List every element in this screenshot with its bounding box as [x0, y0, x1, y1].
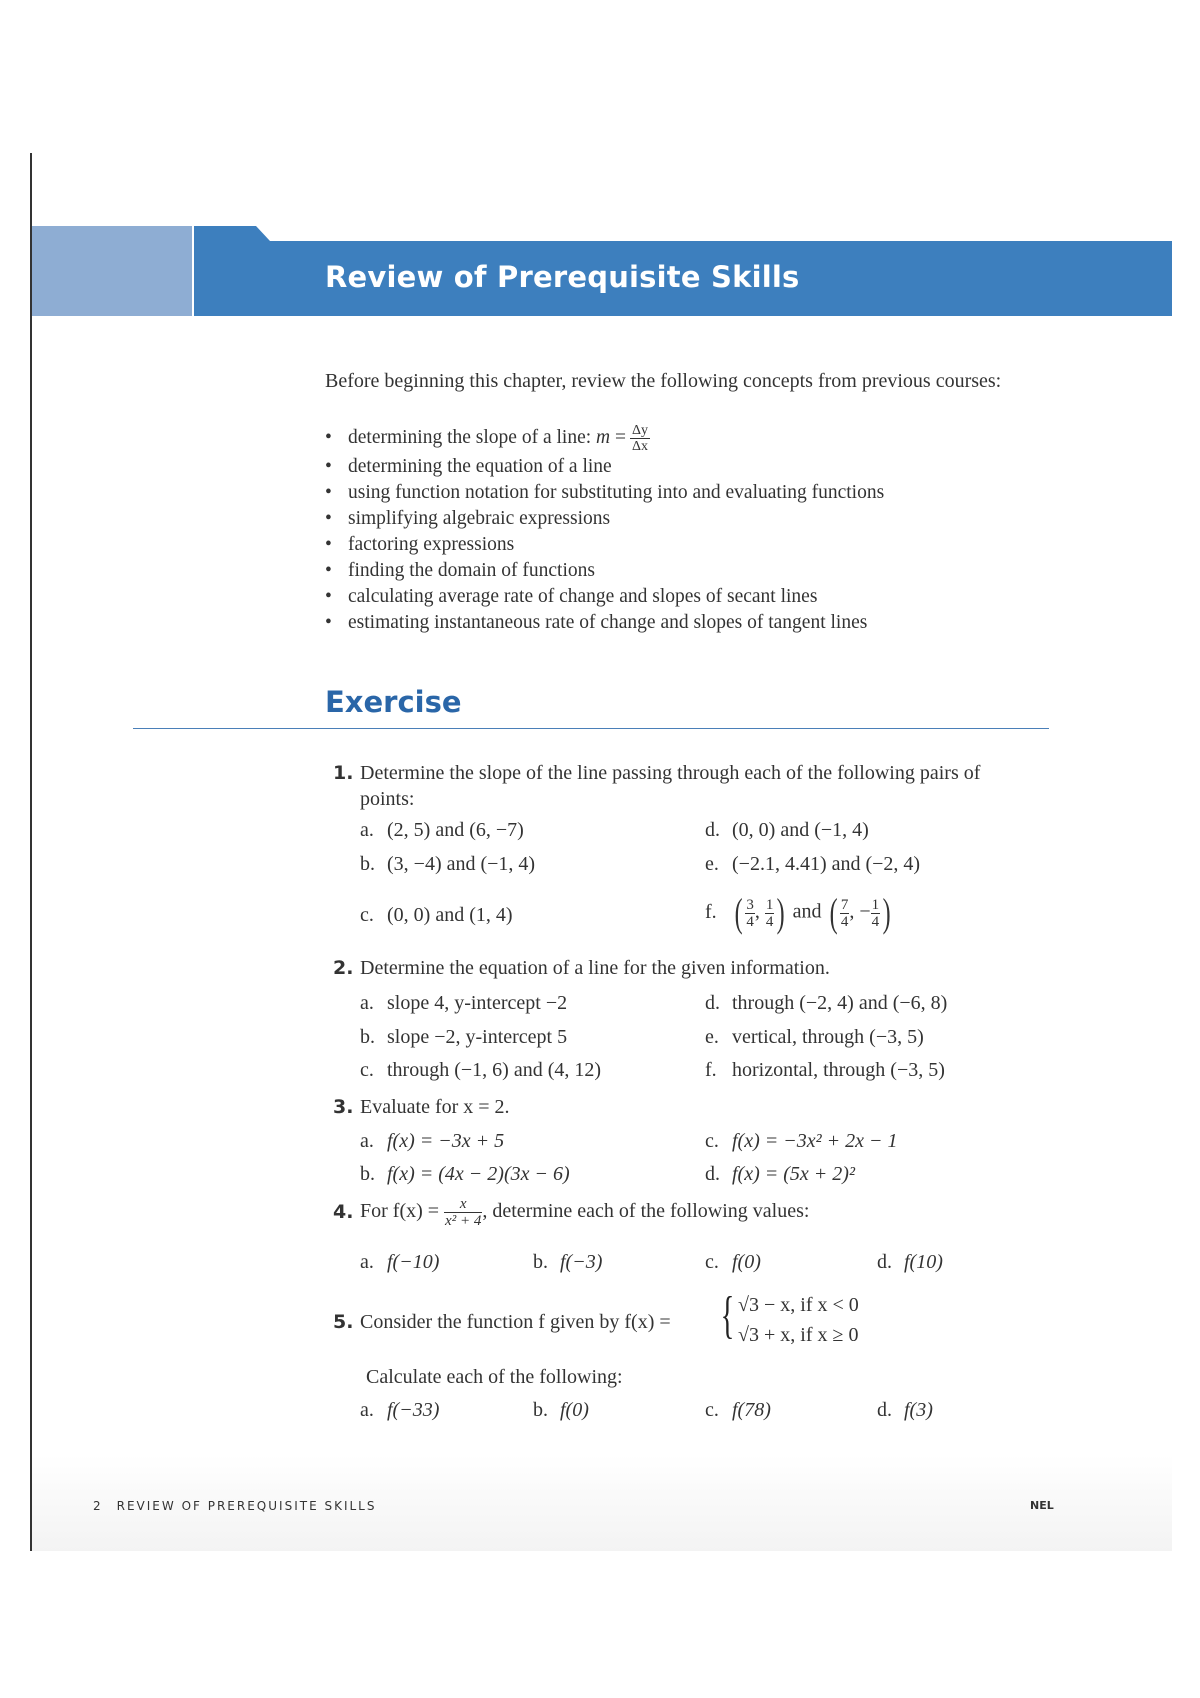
piecewise-brace: {	[720, 1287, 735, 1344]
question-text: Determine the equation of a line for the given information.	[360, 957, 830, 979]
piecewise-case-2: √3 + x, if x ≥ 0	[738, 1324, 859, 1346]
question-number: 3.	[333, 1096, 354, 1118]
q3-part-d: d. f(x) = (5x + 2)²	[705, 1163, 855, 1185]
header-tab-slant	[256, 226, 270, 241]
piecewise-case-1: √3 − x, if x < 0	[738, 1294, 859, 1316]
q3-part-c: c. f(x) = −3x² + 2x − 1	[705, 1130, 898, 1152]
question-text: Consider the function f given by f(x) =	[360, 1311, 671, 1333]
q2-part-e: e. vertical, through (−3, 5)	[705, 1026, 924, 1048]
q1-part-a: a. (2, 5) and (6, −7)	[360, 819, 524, 841]
list-item: • using function notation for substituting into and evaluating functions	[325, 482, 885, 503]
q2-part-d: d. through (−2, 4) and (−6, 8)	[705, 992, 948, 1014]
q2-part-f: f. horizontal, through (−3, 5)	[705, 1059, 945, 1081]
q5-part-a: a. f(−33)	[360, 1399, 440, 1421]
concept-list	[325, 422, 884, 636]
left-margin-rule	[30, 153, 32, 1551]
list-item: • simplifying algebraic expressions	[325, 508, 611, 529]
page-number: 2	[93, 1499, 103, 1513]
list-item: • finding the domain of functions	[325, 560, 595, 581]
exercise-heading: Exercise	[325, 685, 462, 719]
q5-part-b: b. f(0)	[533, 1399, 589, 1421]
q5-part-d: d. f(3)	[877, 1399, 933, 1421]
q5-part-c: c. f(78)	[705, 1399, 771, 1421]
list-item: • calculating average rate of change and slopes of secant lines	[325, 586, 818, 607]
footer-section: REVIEW OF PREREQUISITE SKILLS	[116, 1499, 377, 1513]
intro-text: Before beginning this chapter, review the following concepts from previous courses:	[325, 370, 1002, 392]
question-text: Evaluate for x = 2.	[360, 1096, 510, 1118]
q2-part-c: c. through (−1, 6) and (4, 12)	[360, 1059, 602, 1081]
question-text: Determine the slope of the line passing through each of the following pairs of points:	[360, 762, 981, 810]
question-number: 4.	[333, 1201, 354, 1223]
q4-part-b: b. f(−3)	[533, 1251, 603, 1273]
exercise-divider	[133, 728, 1049, 729]
question-text: For f(x) = $\frac{x}{\text{x² + 4}}$ , determine each of the following values:	[360, 1196, 810, 1229]
q2-part-a: a. slope 4, y-intercept −2	[360, 992, 568, 1014]
q1-part-d: d. (0, 0) and (−1, 4)	[705, 819, 869, 841]
q4-part-d: d. f(10)	[877, 1251, 943, 1273]
question-number: 2.	[333, 957, 354, 979]
list-item: • determining the equation of a line	[325, 456, 612, 477]
list-item: • determining the slope of a line: m = $\frac{\Delta y}{\Delta x}$	[325, 423, 648, 455]
question-number: 5.	[333, 1311, 354, 1333]
q1-part-f: f. ( $\frac{3}{4}$ , $\frac{1}{4}$ ) and ( $\frac{7}{4}$ , − $\frac{1}{4}$ )	[705, 890, 891, 935]
question-number: 1.	[333, 762, 354, 784]
calculate-instruction: Calculate each of the following:	[366, 1366, 623, 1388]
header-tab	[194, 226, 256, 241]
q4-part-c: c. f(0)	[705, 1251, 761, 1273]
q2-part-b: b. slope −2, y-intercept 5	[360, 1026, 568, 1048]
page-title: Review of Prerequisite Skills	[325, 260, 800, 294]
q3-part-a: a. f(x) = −3x + 5	[360, 1130, 505, 1152]
list-item: • factoring expressions	[325, 534, 515, 555]
q1-part-e: e. (−2.1, 4.41) and (−2, 4)	[705, 853, 921, 875]
q1-part-b: b. (3, −4) and (−1, 4)	[360, 853, 536, 875]
page-footer	[93, 1499, 376, 1513]
q1-part-c: c. (0, 0) and (1, 4)	[360, 904, 513, 926]
list-item: • estimating instantaneous rate of change and slopes of tangent lines	[325, 612, 868, 633]
q3-part-b: b. f(x) = (4x − 2)(3x − 6)	[360, 1163, 570, 1185]
header-accent-block	[32, 226, 192, 316]
publisher-mark: NEL	[1030, 1499, 1054, 1512]
q4-part-a: a. f(−10)	[360, 1251, 440, 1273]
